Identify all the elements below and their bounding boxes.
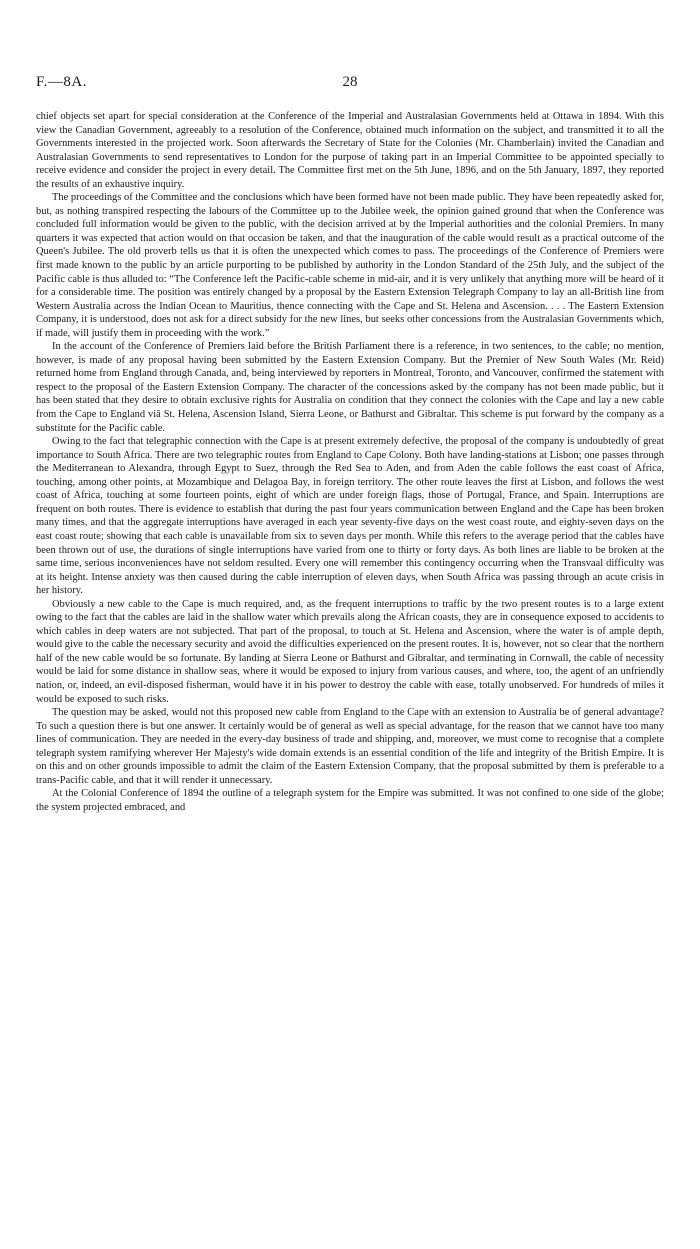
body-text	[36, 110, 664, 814]
paragraph-2: The proceedings of the Committee and the conclusions which have been formed have not been made public. They have been repeatedly asked for, but, as nothing transpired respecting the labours of the Committee up to the Jubilee week, the opinion gained ground that when the Conference was concluded full information would be given to the public, with the decision arrived at by the Imperial authorities and the colonial Premiers. In many quarters it was expected that action would on that occasion be taken, and that the inauguration of the cable would result as a practical outcome of the Queen's Jubilee. The old proverb tells us that it is often the unexpected which comes to pass. The proceedings of the Conference of Premiers were first made known to the public by an article purporting to be published by authority in the London Standard of the 25th July, and the subject of the Pacific cable is thus alluded to: “The Conference left the Pacific-cable scheme in mid-air, and it is very unlikely that anything more will be heard of it for a considerable time. The position was entirely changed by a proposal by the Eastern Extension Telegraph Company to lay an all-British line from Western Australia across the Indian Ocean to Mauritius, thence connecting with the Cape and St. Helena and Ascension. . . . The Eastern Extension Company, it is understood, does not ask for a direct subsidy for the new lines, but seeks other concessions from the Australasian Governments which, if made, will justify them in proceeding with the work.”	[36, 192, 664, 339]
paragraph-7: At the Colonial Conference of 1894 the outline of a telegraph system for the Empire was submitted. It was not confined to one side of the globe; the system projected embraced, and	[36, 788, 664, 813]
paragraph-5: Obviously a new cable to the Cape is much required, and, as the frequent interruptions to traffic by the two present routes is to a large extent owing to the fact that the cables are laid in the shallow water which prevails along the African coasts, they are in consequence exposed to accidents to which cables in deep waters are not subjected. That part of the proposal, to touch at St. Helena and Ascension, where the water is of ample depth, would give to the cable the necessary security and avoid the difficulties experienced on the present routes. It is, however, not so clear that the northern half of the new cable would be so fortunate. By landing at Sierra Leone or Bathurst and Gibraltar, and terminating in Cornwall, the cable of necessity would be laid for some distance in shallow seas, where it would be exposed to injury from various causes, and where, too, the agent of an unfriendly nation, or, indeed, an evil-disposed fisherman, would have it in his power to destroy the cable with ease, totally unobserved. For hundreds of miles it would be exposed to such risks.	[36, 598, 664, 705]
paragraph-1: chief objects set apart for special consideration at the Conference of the Imperial and Australasian Governments held at Ottawa in 1894. With this view the Canadian Government, agreeably to a resolution of the Conference, obtained much information on the subject, and transmitted it to all the Governments interested in the projected work. Soon afterwards the Secretary of State for the Colonies (Mr. Chamberlain) invited the Canadian and Australasian Governments to send representatives to London for the purpose of taking part in an Imperial Committee to be appointed specially to receive evidence and consider the project in every detail. The Committee first met on the 5th June, 1896, and on the 5th January, 1897, they reported the results of an exhaustive inquiry.	[36, 111, 664, 190]
paragraph-3: In the account of the Conference of Premiers laid before the British Parliament there is a reference, in two sentences, to the cable; no mention, however, is made of any proposal having been submitted by the Eastern Extension Company. But the Premier of New South Wales (Mr. Reid) returned home from England through Canada, and, being interviewed by reporters in Montreal, Toronto, and Vancouver, confirmed the statement with respect to the proposal of the Eastern Extension Company. The character of the concessions asked by the company has not been made public, but it has been stated that they desire to obtain exclusive rights for Australia on condition that they connect the colonies with the Cape and lay a new cable from the Cape to England viâ St. Helena, Ascension Island, Sierra Leone, or Bathurst and Gibraltar. This scheme is put forward by the company as a substitute for the Pacific cable.	[36, 341, 664, 434]
page-number: 28	[342, 74, 358, 90]
page-header	[36, 74, 664, 94]
paragraph-4: Owing to the fact that telegraphic connection with the Cape is at present extremely defective, the proposal of the company is undoubtedly of great importance to South Africa. There are two telegraphic routes from England to Cape Colony. Both have landing-stations at Lisbon; one passes through the Mediterranean to Alexandra, through Egypt to Suez, through the Red Sea to Aden, and from Aden the cable follows the east coast of Africa, touching, among other points, at Mozambique and Delagoa Bay, in foreign territory. The other route leaves the first at Lisbon, and follows the west coast of Africa, touching at some fourteen points, eight of which are under foreign flags, those of Portugal, France, and Spain. Interruptions are frequent on both routes. There is evidence to establish that during the past four years communication between England and the Cape has been broken many times, and that the aggregate interruptions have averaged in each year seventy-five days on the west coast route, and eighty-seven days on the east coast route; showing that each cable is unavailable from six to seven days per month. While this refers to the average period that the cables have been thrown out of use, the durations of single interruptions have varied from one to thirty or forty days. As both lines are liable to be broken at the same time, serious inconveniences have not seldom resulted. Every one will remember this contingency occurring when the Transvaal difficulty was at its height. Intense anxiety was then caused during the cable interruption of eleven days, when South Africa was passing through an acute crisis in her history.	[36, 436, 664, 597]
document-reference: F.—8A.	[36, 74, 87, 90]
paragraph-6: The question may be asked, would not this proposed new cable from England to the Cape with an extension to Australia be of general advantage? To such a question there is but one answer. It certainly would be of general as well as special advantage, for the reason that we cannot have too many lines of communication. They are needed in the every-day business of trade and shipping, and, moreover, we must come to recognise that a complete telegraph system ramifying wherever Her Majesty's wide domain extends is an essential condition of the life and integrity of the British Empire. It is on this and on other grounds impossible to admit the claim of the Eastern Extension Company, that the proposal submitted by them is preferable to a trans-Pacific cable, and that it will render it unnecessary.	[36, 707, 664, 786]
